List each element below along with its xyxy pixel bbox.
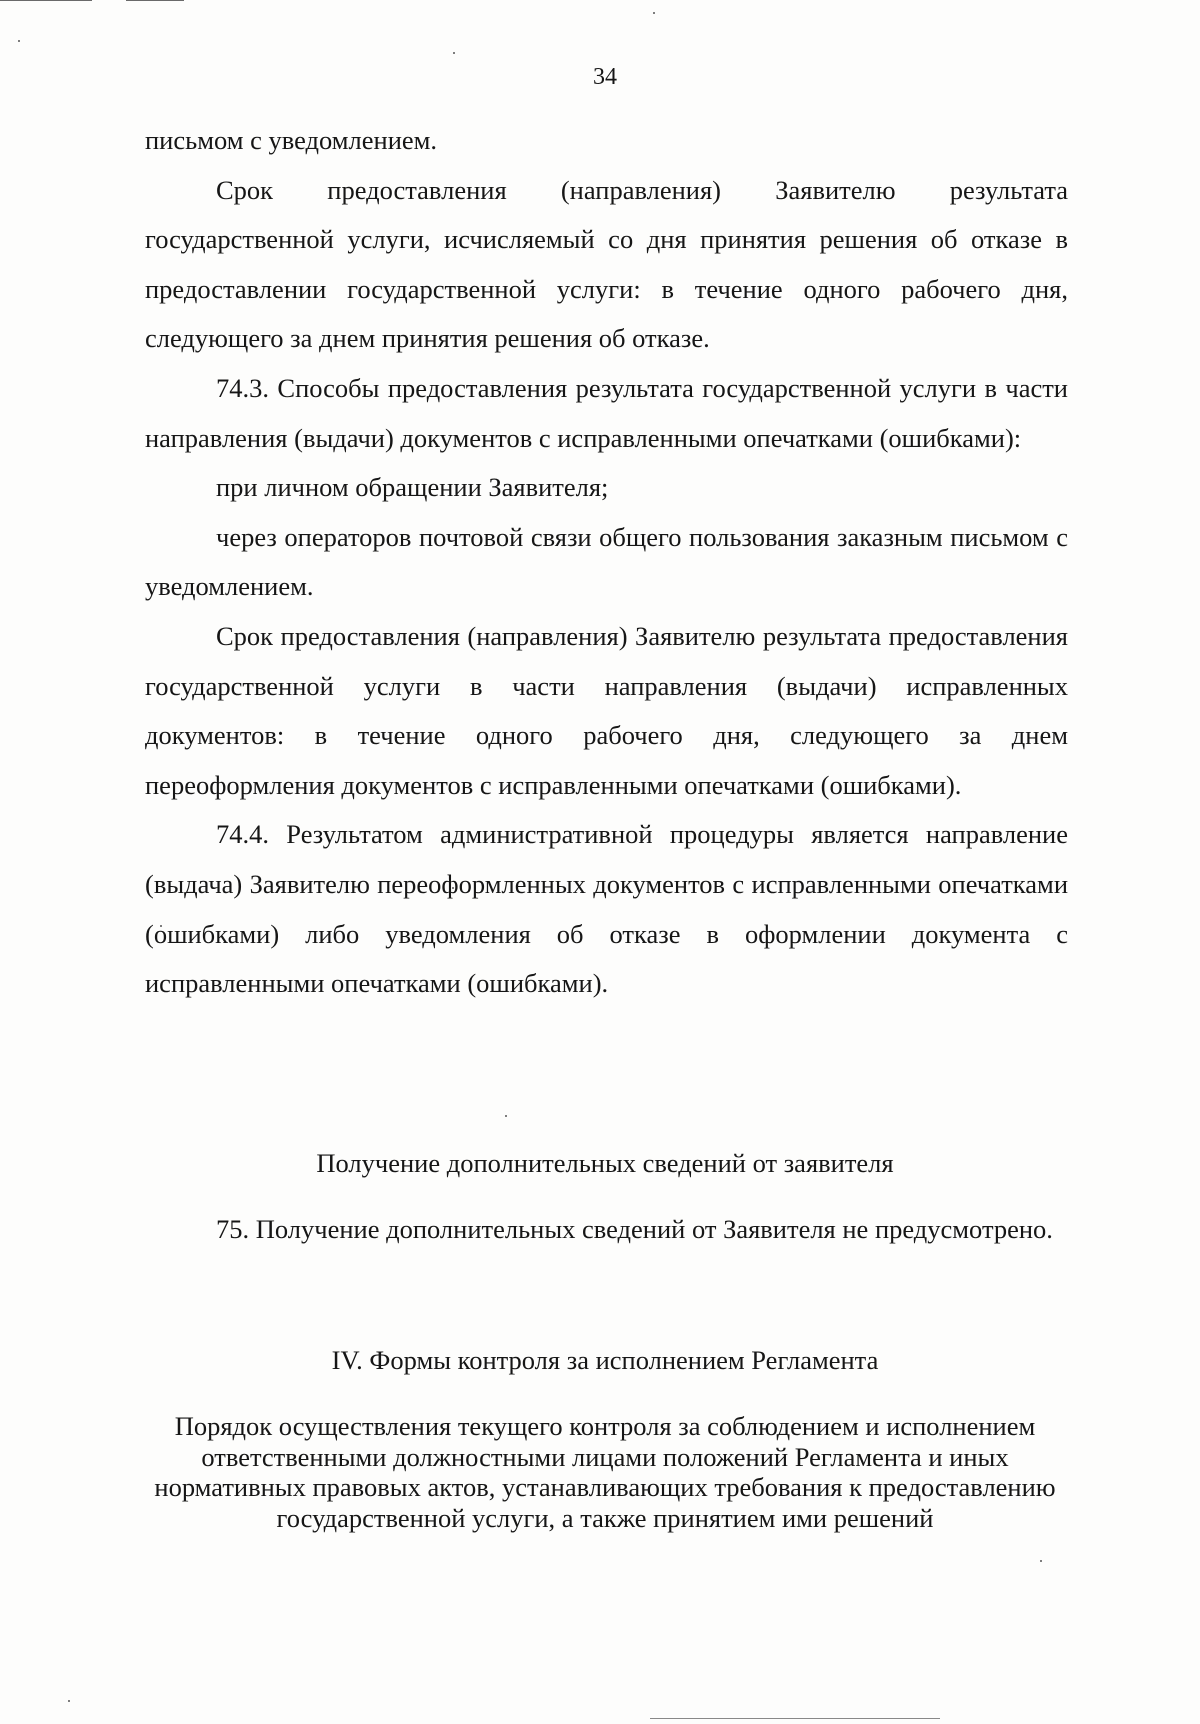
- paragraph-deadline-corrected: Срок предоставления (направления) Заявителю результата предоставления государственной услуги в части направления (выдачи) исправленных документов: в течение одного рабочего дня, следующего за днем переоформления документов с исправленными опечатками (ошибками).: [145, 620, 1068, 800]
- page-number: 34: [593, 64, 617, 90]
- paragraph-continuation: письмом с уведомлением.: [145, 125, 438, 155]
- scan-artifact-speck: [68, 1700, 70, 1702]
- section-heading-iv: IV. Формы контроля за исполнением Регламента: [331, 1345, 879, 1375]
- body-text: [145, 116, 1068, 1009]
- paragraph-personal-visit: при личном обращении Заявителя;: [216, 472, 609, 503]
- scan-artifact-speck: [505, 1115, 507, 1117]
- paragraph-74-4: 74.4. Результатом административной процедуры является направление (выдача) Заявителю переоформленных документов с исправленными опечатками (ошибками) либо уведомления об отказе в оформлении документа с исправленными опечатками (ошибками).: [145, 819, 1068, 999]
- heading-additional-info: Получение дополнительных сведений от заявителя: [316, 1148, 894, 1178]
- scan-artifact-speck: [653, 12, 655, 14]
- subheading-current-control: Порядок осуществления текущего контроля за соблюдением и исполнением ответственными должностными лицами положений Регламента и иных нормативных правовых актов, устанавливающих требования к предоставлению государственной услуги, а также принятием ими решений: [154, 1411, 1056, 1533]
- scan-artifact-line: [126, 0, 184, 1]
- paragraph-74-3: 74.3. Способы предоставления результата государственной услуги в части направления (выдачи) документов с исправленными опечатками (ошибками):: [145, 372, 1068, 453]
- scan-artifact-speck: [453, 52, 455, 54]
- scan-artifact-speck: [18, 40, 20, 42]
- paragraph-deadline-refusal: Срок предоставления (направления) Заявителю результата государственной услуги, исчисляемый со дня принятия решения об отказе в предоставлении государственной услуги: в течение одного рабочего дня, следующего за днем принятия решения об отказе.: [145, 174, 1068, 354]
- scan-artifact-speck: [1040, 1560, 1042, 1562]
- paragraph-75: 75. Получение дополнительных сведений от Заявителя не предусмотрено.: [216, 1214, 1053, 1244]
- paragraph-postal-delivery: через операторов почтовой связи общего пользования заказным письмом с уведомлением.: [145, 521, 1068, 602]
- body-text-75: [145, 1205, 1068, 1255]
- scan-artifact-line: [650, 1718, 940, 1719]
- scan-artifact-line: [0, 0, 92, 1]
